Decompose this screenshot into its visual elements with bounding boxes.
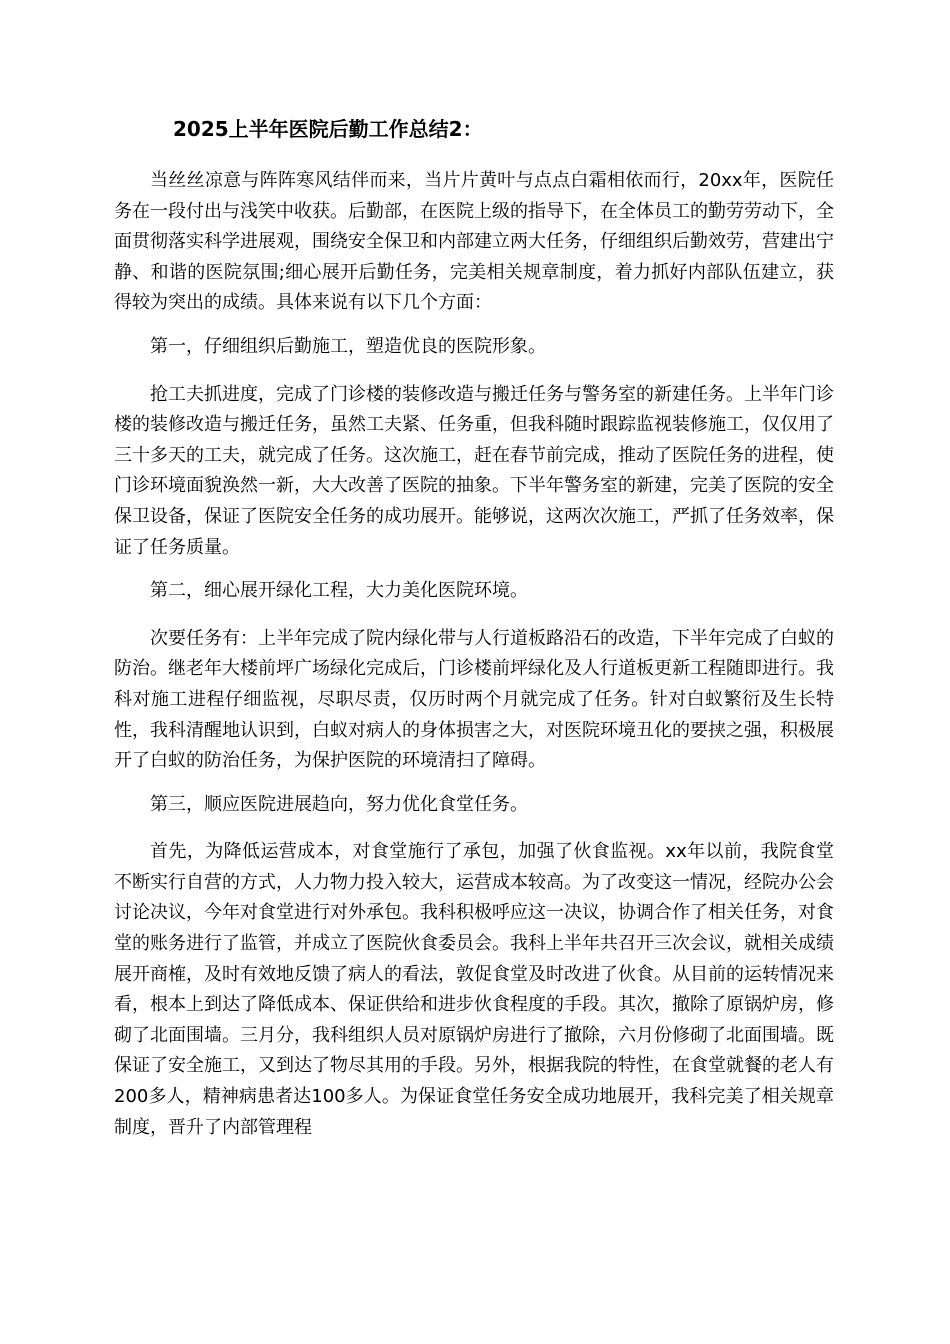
section-heading-third: 第三，顺应医院进展趋向，努力优化食堂任务。 — [150, 793, 528, 815]
body-paragraph-greening: 次要任务有：上半年完成了院内绿化带与人行道板路沿石的改造，下半年完成了白蚁的防治。继老年大楼前坪广场绿化完成后，门诊楼前坪绿化及人行道板更新工程随即进行。我科对施工进程仔细监视，尽职尽责，仅历时两个月就完成了任务。针对白蚁繁衍及生长特性，我科清醒地认识到，白蚁对病人的身体损害之大，对医院环境丑化的要挟之强，积极展开了白蚁的防治任务，为保护医院的环境清扫了障碍。 — [114, 627, 834, 772]
document-body — [114, 166, 834, 1156]
body-paragraph-canteen: 首先，为降低运营成本，对食堂施行了承包，加强了伙食监视。xx年以前，我院食堂不断实行自营的方式，人力物力投入较大，运营成本较高。为了改变这一情况，经院办公会讨论决议，今年对食堂进行对外承包。我科积极呼应这一决议，协调合作了相关任务，对食堂的账务进行了监管，并成立了医院伙食委员会。我科上半年共召开三次会议，就相关成绩展开商榷，及时有效地反馈了病人的看法，敦促食堂及时改进了伙食。从目前的运转情况来看，根本上到达了降低成本、保证供给和进步伙食程度的手段。其次，撤除了原锅炉房，修砌了北面围墙。三月分，我科组织人员对原锅炉房进行了撤除，六月份修砌了北面围墙。既保证了安全施工，又到达了物尽其用的手段。另外，根据我院的特性，在食堂就餐的老人有200多人，精神病患者达100多人。为保证食堂任务安全成功地展开，我科完美了相关规章制度，晋升了内部管理程 — [114, 841, 834, 1138]
section-heading-second: 第二，细心展开绿化工程，大力美化医院环境。 — [150, 580, 528, 602]
section-heading-first: 第一，仔细组织后勤施工，塑造优良的医院形象。 — [150, 335, 546, 357]
body-paragraph-intro: 当丝丝凉意与阵阵寒风结伴而来，当片片黄叶与点点白霜相依而行，20xx年，医院任务在一段付出与浅笑中收获。后勤部，在医院上级的指导下，在全体员工的勤劳劳动下，全面贯彻落实科学进展观，围绕安全保卫和内部建立两大任务，仔细组织后勤效劳，营建出宁静、和谐的医院氛围;细心展开后勤任务，完美相关规章制度，着力抓好内部队伍建立，获得较为突出的成绩。具体来说有以下几个方面： — [114, 170, 834, 314]
document-title: 2025上半年医院后勤工作总结2： — [173, 117, 483, 141]
body-paragraph-construction: 抢工夫抓进度，完成了门诊楼的装修改造与搬迁任务与警务室的新建任务。上半年门诊楼的装修改造与搬迁任务，虽然工夫紧、任务重，但我科随时跟踪监视装修施工，仅仅用了三十多天的工夫，就完成了任务。这次施工，赶在春节前完成，推动了医院任务的进程，使门诊环境面貌涣然一新，大大改善了医院的抽象。下半年警务室的新建，完美了医院的安全保卫设备，保证了医院安全任务的成功展开。能够说，这两次次施工，严抓了任务效率，保证了任务质量。 — [114, 383, 834, 558]
